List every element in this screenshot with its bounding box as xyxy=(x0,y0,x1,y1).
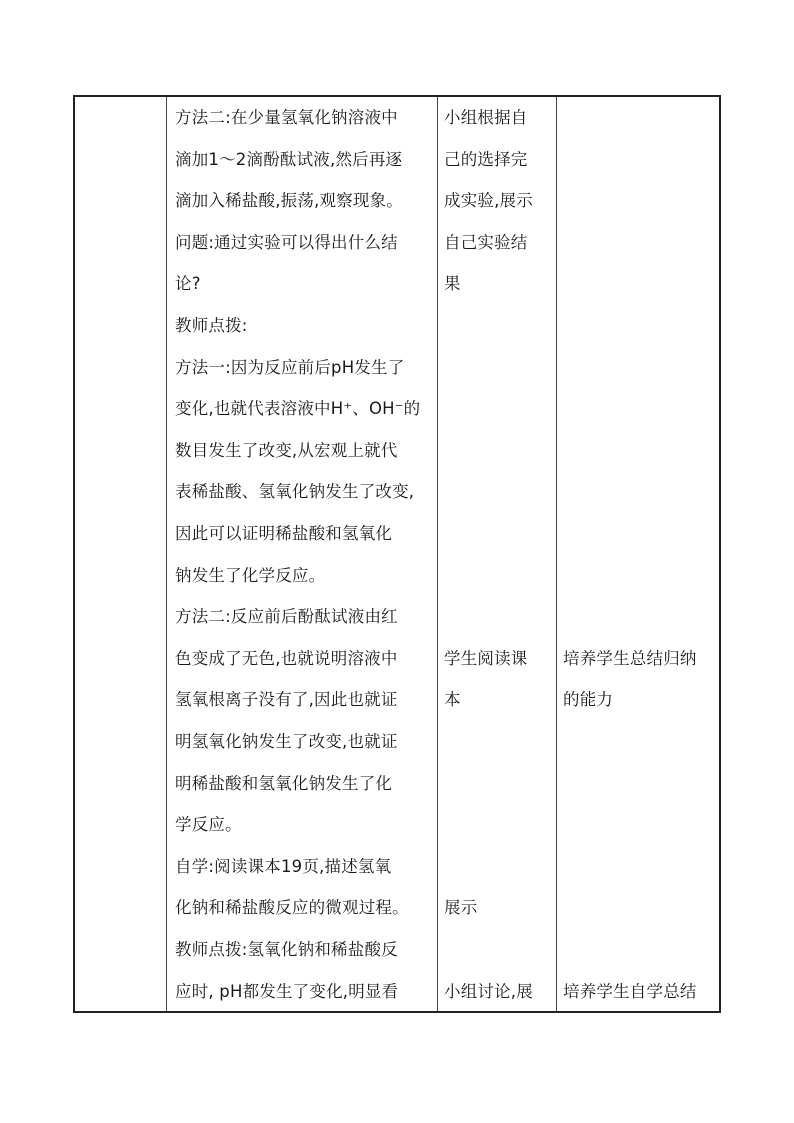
method-text-line: 数目发生了改变,从宏观上就代 xyxy=(175,440,398,460)
student-activity-text-line: 展示 xyxy=(444,898,478,918)
method-text-line: 明氢氧化钠发生了改变,也就证 xyxy=(175,732,398,751)
method-text-line: 钠发生了化学反应。 xyxy=(175,565,326,585)
method-text-line: 色变成了无色,也就说明溶液中 xyxy=(175,648,398,668)
method-text-line: 应时, pH都发生了变化,明显看 xyxy=(175,981,399,1001)
student-activity-text-line: 己的选择完 xyxy=(444,149,528,169)
method-text-line: 自学:阅读课本19页,描述氢氧 xyxy=(175,856,392,876)
student-activity-text-line: 学生阅读课 xyxy=(444,648,528,668)
student-activity-text-line: 成实验,展示 xyxy=(444,191,533,211)
student-activity-text-line: 小组根据自 xyxy=(444,108,528,127)
student-activity-text-line: 自己实验结 xyxy=(444,232,528,252)
design-purpose-text-line: 培养学生自学总结 xyxy=(563,981,697,1001)
table-column-1 xyxy=(75,97,167,1011)
method-text-line: 滴加1～2滴酚酞试液,然后再逐 xyxy=(175,149,403,169)
method-text-line: 化钠和稀盐酸反应的微观过程。 xyxy=(175,898,409,918)
method-text-line: 教师点拨:氢氧化钠和稀盐酸反 xyxy=(175,940,398,959)
table-column-method xyxy=(167,97,438,1011)
design-purpose-text-line: 的能力 xyxy=(563,690,614,710)
design-purpose-text-line: 培养学生总结归纳 xyxy=(563,648,697,668)
table-column-student-activity xyxy=(438,97,557,1011)
method-text-line: 滴加入稀盐酸,振荡,观察现象。 xyxy=(175,191,403,211)
lesson-plan-table xyxy=(73,95,721,1013)
method-text-line: 教师点拨: xyxy=(175,316,248,335)
method-text-line: 因此可以证明稀盐酸和氢氧化 xyxy=(175,524,393,543)
method-text-line: 方法二:在少量氢氧化钠溶液中 xyxy=(175,108,398,127)
method-text-line: 变化,也就代表溶液中H⁺、OH⁻的 xyxy=(175,399,421,419)
student-activity-text-line: 本 xyxy=(444,690,461,710)
method-text-line: 表稀盐酸、氢氧化钠发生了改变, xyxy=(175,482,415,502)
student-activity-text-line: 小组讨论,展 xyxy=(444,981,533,1001)
method-text-line: 问题:通过实验可以得出什么结 xyxy=(175,232,398,252)
method-text-line: 论? xyxy=(175,274,201,294)
student-activity-text-line: 果 xyxy=(444,274,461,294)
method-text-line: 方法二:反应前后酚酞试液由红 xyxy=(175,607,398,627)
method-text-line: 氢氧根离子没有了,因此也就证 xyxy=(175,690,398,710)
table-column-design-purpose xyxy=(557,97,721,1011)
method-text-line: 学反应。 xyxy=(175,815,242,835)
method-text-line: 方法一:因为反应前后pH发生了 xyxy=(175,357,405,377)
method-text-line: 明稀盐酸和氢氧化钠发生了化 xyxy=(175,773,393,793)
